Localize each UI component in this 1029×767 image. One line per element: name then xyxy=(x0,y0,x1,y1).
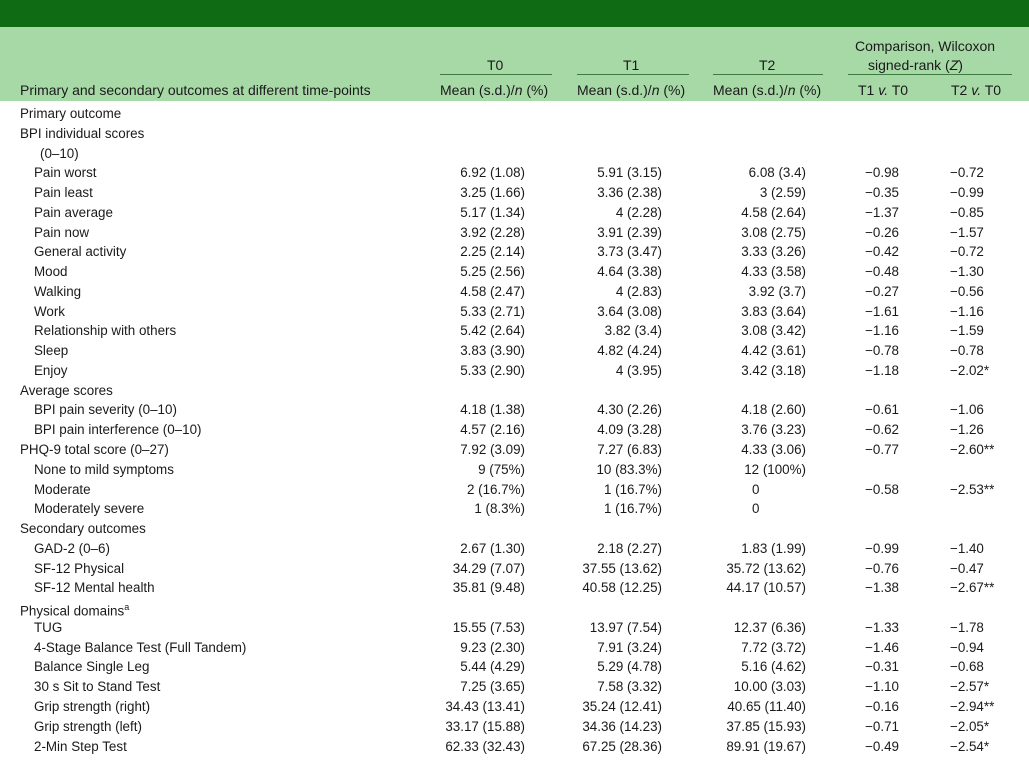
cell-t2: 6.08 (3.4) xyxy=(748,165,806,181)
cell-z2: −0.56 xyxy=(950,283,984,299)
cell-t1: 13.97 (7.54) xyxy=(589,619,662,635)
cell-t0: 34.29 (7.07) xyxy=(452,560,525,576)
cell-t1: 2.18 (2.27) xyxy=(597,540,662,556)
cell-z2: −2.67** xyxy=(950,580,995,596)
cell-z1: −0.71 xyxy=(865,718,899,734)
cell-z1: −0.26 xyxy=(865,224,899,240)
cell-t1: 35.24 (12.41) xyxy=(582,698,662,714)
cell-z1: −0.49 xyxy=(865,738,899,754)
cell-z2: −0.85 xyxy=(950,204,984,220)
row-label: Primary outcome xyxy=(20,106,122,121)
row-label: Grip strength (right) xyxy=(34,698,151,714)
cell-t0: 33.17 (15.88) xyxy=(445,718,525,734)
cell-z1: −0.27 xyxy=(865,283,899,299)
cell-t1: 3.64 (3.08) xyxy=(597,303,662,319)
row-label: BPI pain interference (0–10) xyxy=(34,422,202,438)
row-label: SF-12 Physical xyxy=(34,560,125,576)
row-label: Pain worst xyxy=(34,165,97,181)
comparison-underline xyxy=(848,74,1012,75)
table-row xyxy=(0,677,1029,697)
cell-t1: 7.58 (3.32) xyxy=(597,679,662,695)
cell-t2: 1.83 (1.99) xyxy=(741,540,806,556)
cell-z2: −1.78 xyxy=(950,619,984,635)
cell-z1: −0.31 xyxy=(865,659,899,675)
table-row xyxy=(0,657,1029,677)
cell-z2: −2.94** xyxy=(950,698,995,714)
cell-z1: −0.48 xyxy=(865,264,899,280)
cell-z1: −1.16 xyxy=(865,323,899,339)
cell-z1: −0.98 xyxy=(865,165,899,181)
cell-t2: 10.00 (3.03) xyxy=(733,679,806,695)
cell-z2: −2.02* xyxy=(950,362,990,378)
cell-z2: −1.06 xyxy=(950,402,984,418)
table-body xyxy=(0,104,1029,756)
cell-z1: −1.18 xyxy=(865,362,899,378)
cell-t2: 3 (2.59) xyxy=(759,185,806,201)
cell-t1: 5.29 (4.78) xyxy=(597,659,662,675)
table-row xyxy=(0,420,1029,440)
cell-z2: −2.05* xyxy=(950,718,990,734)
cell-z2: −1.59 xyxy=(950,323,984,339)
cell-t0: 34.43 (13.41) xyxy=(445,698,525,714)
cell-z1: −0.77 xyxy=(865,442,899,458)
cell-t2: 4.33 (3.58) xyxy=(741,264,806,280)
row-label: BPI pain severity (0–10) xyxy=(34,402,177,418)
table-row xyxy=(0,124,1029,144)
cell-t1: 10 (83.3%) xyxy=(596,461,662,477)
table-row xyxy=(0,598,1029,618)
cell-t2: 3.76 (3.23) xyxy=(741,422,806,438)
cell-t0: 3.83 (3.90) xyxy=(460,343,525,359)
table-row xyxy=(0,400,1029,420)
cell-t2: 40.65 (11.40) xyxy=(727,698,806,714)
table-row xyxy=(0,163,1029,183)
cell-t1: 4.30 (2.26) xyxy=(597,402,662,418)
cell-t1: 3.82 (3.4) xyxy=(604,323,662,339)
header-t2: T2 xyxy=(759,57,776,73)
header-t2-mean: Mean (s.d.)/n (%) xyxy=(713,82,822,98)
cell-t0: 3.25 (1.66) xyxy=(460,185,525,201)
cell-t1: 34.36 (14.23) xyxy=(582,718,662,734)
table-row xyxy=(0,539,1029,559)
header-comparison-line1: Comparison, Wilcoxon xyxy=(855,38,996,54)
row-label: 4-Stage Balance Test (Full Tandem) xyxy=(34,639,247,655)
cell-t0: 4.57 (2.16) xyxy=(460,422,525,438)
cell-t0: 9.23 (2.30) xyxy=(460,639,525,655)
cell-t2: 3.83 (3.64) xyxy=(741,303,806,319)
cell-t0: 2.25 (2.14) xyxy=(460,244,525,260)
cell-z1: −1.38 xyxy=(865,580,899,596)
row-label: Balance Single Leg xyxy=(34,659,150,675)
row-label: Grip strength (left) xyxy=(34,718,142,734)
row-label: Mood xyxy=(34,264,68,280)
row-label: General activity xyxy=(34,244,127,260)
header-outcome-label: Primary and secondary outcomes at different time-points xyxy=(20,82,371,98)
table-row xyxy=(0,578,1029,598)
table-row xyxy=(0,559,1029,579)
cell-t1: 4 (3.95) xyxy=(615,362,662,378)
row-label: Work xyxy=(34,303,65,319)
row-label: Pain average xyxy=(34,204,113,220)
row-label-footnote: a xyxy=(124,602,130,613)
cell-z2: −1.40 xyxy=(950,540,984,556)
cell-z2: −1.26 xyxy=(950,422,984,438)
cell-z1: −0.42 xyxy=(865,244,899,260)
row-label: Walking xyxy=(34,283,82,299)
cell-t0: 2 (16.7%) xyxy=(466,481,525,497)
t1-underline xyxy=(577,74,689,75)
cell-t0: 7.25 (3.65) xyxy=(460,679,525,695)
table-title-bar xyxy=(0,0,1029,27)
cell-z2: −1.57 xyxy=(950,224,984,240)
cell-t2: 44.17 (10.57) xyxy=(726,580,806,596)
row-label: SF-12 Mental health xyxy=(34,580,155,596)
cell-t1: 3.73 (3.47) xyxy=(597,244,662,260)
row-label: PHQ-9 total score (0–27) xyxy=(20,442,169,458)
table-row xyxy=(0,618,1029,638)
cell-z1: −1.37 xyxy=(865,204,899,220)
cell-t0: 5.33 (2.90) xyxy=(460,362,525,378)
cell-z2: −0.72 xyxy=(950,244,984,260)
cell-z2: −1.16 xyxy=(950,303,984,319)
cell-z2: −2.57* xyxy=(950,679,990,695)
cell-z1: −0.76 xyxy=(865,560,899,576)
cell-z1: −0.99 xyxy=(865,540,899,556)
cell-z1: −0.35 xyxy=(865,185,899,201)
cell-t2: 12 (100%) xyxy=(744,461,806,477)
cell-t1: 67.25 (28.36) xyxy=(582,738,662,754)
table-row xyxy=(0,321,1029,341)
table-row xyxy=(0,697,1029,717)
row-label: Average scores xyxy=(20,382,113,398)
header-t0: T0 xyxy=(487,57,504,73)
row-label: TUG xyxy=(34,619,63,635)
cell-t1: 7.91 (3.24) xyxy=(597,639,662,655)
cell-t0: 62.33 (32.43) xyxy=(445,738,525,754)
table-row xyxy=(0,480,1029,500)
table-row xyxy=(0,638,1029,658)
cell-t0: 6.92 (1.08) xyxy=(460,165,525,181)
cell-t0: 4.58 (2.47) xyxy=(460,283,525,299)
row-label: Sleep xyxy=(34,343,69,359)
table-row xyxy=(0,499,1029,519)
cell-t1: 4.64 (3.38) xyxy=(597,264,662,280)
row-label: 30 s Sit to Stand Test xyxy=(34,679,161,695)
cell-z2: −0.94 xyxy=(950,639,984,655)
cell-z1: −1.33 xyxy=(865,619,899,635)
row-label: Moderate xyxy=(34,481,91,497)
cell-z2: −1.30 xyxy=(950,264,984,280)
cell-t2: 3.92 (3.7) xyxy=(748,283,806,299)
cell-z1: −1.61 xyxy=(865,303,899,319)
table-row xyxy=(0,460,1029,480)
cell-t2: 37.85 (15.93) xyxy=(726,718,806,734)
t2-underline xyxy=(713,74,823,75)
header-t2-v-t0: T2 v. T0 xyxy=(951,82,1002,98)
cell-z2: −0.78 xyxy=(950,343,984,359)
cell-z2: −0.47 xyxy=(950,560,984,576)
cell-t2: 4.42 (3.61) xyxy=(741,343,806,359)
row-label: Pain now xyxy=(34,224,90,240)
cell-t0: 9 (75%) xyxy=(478,461,525,477)
table-row xyxy=(0,104,1029,124)
table-row xyxy=(0,282,1029,302)
row-label: Pain least xyxy=(34,185,93,201)
table-row xyxy=(0,519,1029,539)
cell-z1: −0.61 xyxy=(865,402,899,418)
cell-t2: 35.72 (13.62) xyxy=(726,560,806,576)
table-row xyxy=(0,440,1029,460)
cell-z2: −0.72 xyxy=(950,165,984,181)
cell-t2: 3.33 (3.26) xyxy=(741,244,806,260)
header-t1-mean: Mean (s.d.)/n (%) xyxy=(577,82,686,98)
header-t1-v-t0: T1 v. T0 xyxy=(858,82,909,98)
cell-t2: 0 xyxy=(752,501,760,517)
table-row xyxy=(0,183,1029,203)
header-comparison-line2: signed-rank (Z) xyxy=(868,57,963,73)
cell-t1: 7.27 (6.83) xyxy=(597,442,662,458)
cell-t2: 3.08 (3.42) xyxy=(741,323,806,339)
table-row xyxy=(0,144,1029,164)
cell-z2: −0.68 xyxy=(950,659,984,675)
row-label: Physical domains$^a$ xyxy=(20,602,130,619)
table-row xyxy=(0,203,1029,223)
cell-z1: −1.46 xyxy=(865,639,899,655)
cell-t2: 89.91 (19.67) xyxy=(726,738,806,754)
cell-t1: 40.58 (12.25) xyxy=(582,580,662,596)
cell-t2: 7.72 (3.72) xyxy=(741,639,806,655)
cell-t0: 3.92 (2.28) xyxy=(460,224,525,240)
header-t1: T1 xyxy=(623,57,640,73)
cell-z2: −0.99 xyxy=(950,185,984,201)
cell-t1: 4 (2.83) xyxy=(615,283,662,299)
cell-z1: −0.58 xyxy=(865,481,899,497)
table-row xyxy=(0,223,1029,243)
cell-z2: −2.60** xyxy=(950,442,995,458)
cell-t0: 1 (8.3%) xyxy=(474,501,525,517)
row-label: 2-Min Step Test xyxy=(34,738,127,754)
table-row xyxy=(0,717,1029,737)
cell-t1: 4.82 (4.24) xyxy=(597,343,662,359)
cell-t2: 4.18 (2.60) xyxy=(741,402,806,418)
cell-t0: 4.18 (1.38) xyxy=(460,402,525,418)
cell-z1: −0.78 xyxy=(865,343,899,359)
cell-z1: −0.16 xyxy=(865,698,899,714)
cell-t2: 3.42 (3.18) xyxy=(741,362,806,378)
cell-t2: 3.08 (2.75) xyxy=(741,224,806,240)
table-row xyxy=(0,361,1029,381)
cell-t1: 3.91 (2.39) xyxy=(597,224,662,240)
row-label: Relationship with others xyxy=(34,323,177,339)
cell-t0: 2.67 (1.30) xyxy=(460,540,525,556)
cell-t0: 5.33 (2.71) xyxy=(460,303,525,319)
table-row xyxy=(0,341,1029,361)
cell-t1: 37.55 (13.62) xyxy=(582,560,662,576)
cell-t1: 4.09 (3.28) xyxy=(597,422,662,438)
cell-t0: 5.42 (2.64) xyxy=(460,323,525,339)
table-row xyxy=(0,242,1029,262)
cell-t0: 5.25 (2.56) xyxy=(460,264,525,280)
cell-t0: 35.81 (9.48) xyxy=(452,580,525,596)
header-t0-mean: Mean (s.d.)/n (%) xyxy=(440,82,549,98)
row-label: BPI individual scores xyxy=(20,125,145,141)
cell-t0: 15.55 (7.53) xyxy=(452,619,525,635)
row-label: None to mild symptoms xyxy=(34,461,174,477)
row-label: GAD-2 (0–6) xyxy=(34,540,110,556)
cell-t2: 0 xyxy=(752,481,760,497)
table-row xyxy=(0,737,1029,757)
row-label: Secondary outcomes xyxy=(20,521,146,537)
t0-underline xyxy=(440,74,552,75)
cell-t0: 7.92 (3.09) xyxy=(460,442,525,458)
cell-t1: 3.36 (2.38) xyxy=(597,185,662,201)
cell-z1: −0.62 xyxy=(865,422,899,438)
cell-t2: 4.33 (3.06) xyxy=(741,442,806,458)
row-label: Enjoy xyxy=(34,362,68,378)
table-row xyxy=(0,381,1029,401)
cell-t1: 1 (16.7%) xyxy=(603,481,662,497)
table-row xyxy=(0,262,1029,282)
cell-t0: 5.44 (4.29) xyxy=(460,659,525,675)
cell-t2: 4.58 (2.64) xyxy=(741,204,806,220)
cell-z2: −2.53** xyxy=(950,481,995,497)
cell-t1: 5.91 (3.15) xyxy=(597,165,662,181)
cell-z2: −2.54* xyxy=(950,738,990,754)
cell-t2: 12.37 (6.36) xyxy=(733,619,806,635)
cell-t1: 1 (16.7%) xyxy=(603,501,662,517)
cell-t2: 5.16 (4.62) xyxy=(741,659,806,675)
cell-z1: −1.10 xyxy=(865,679,899,695)
row-label: (0–10) xyxy=(40,145,79,161)
row-label: Moderately severe xyxy=(34,501,145,517)
cell-t0: 5.17 (1.34) xyxy=(460,204,525,220)
cell-t1: 4 (2.28) xyxy=(615,204,662,220)
table-row xyxy=(0,302,1029,322)
